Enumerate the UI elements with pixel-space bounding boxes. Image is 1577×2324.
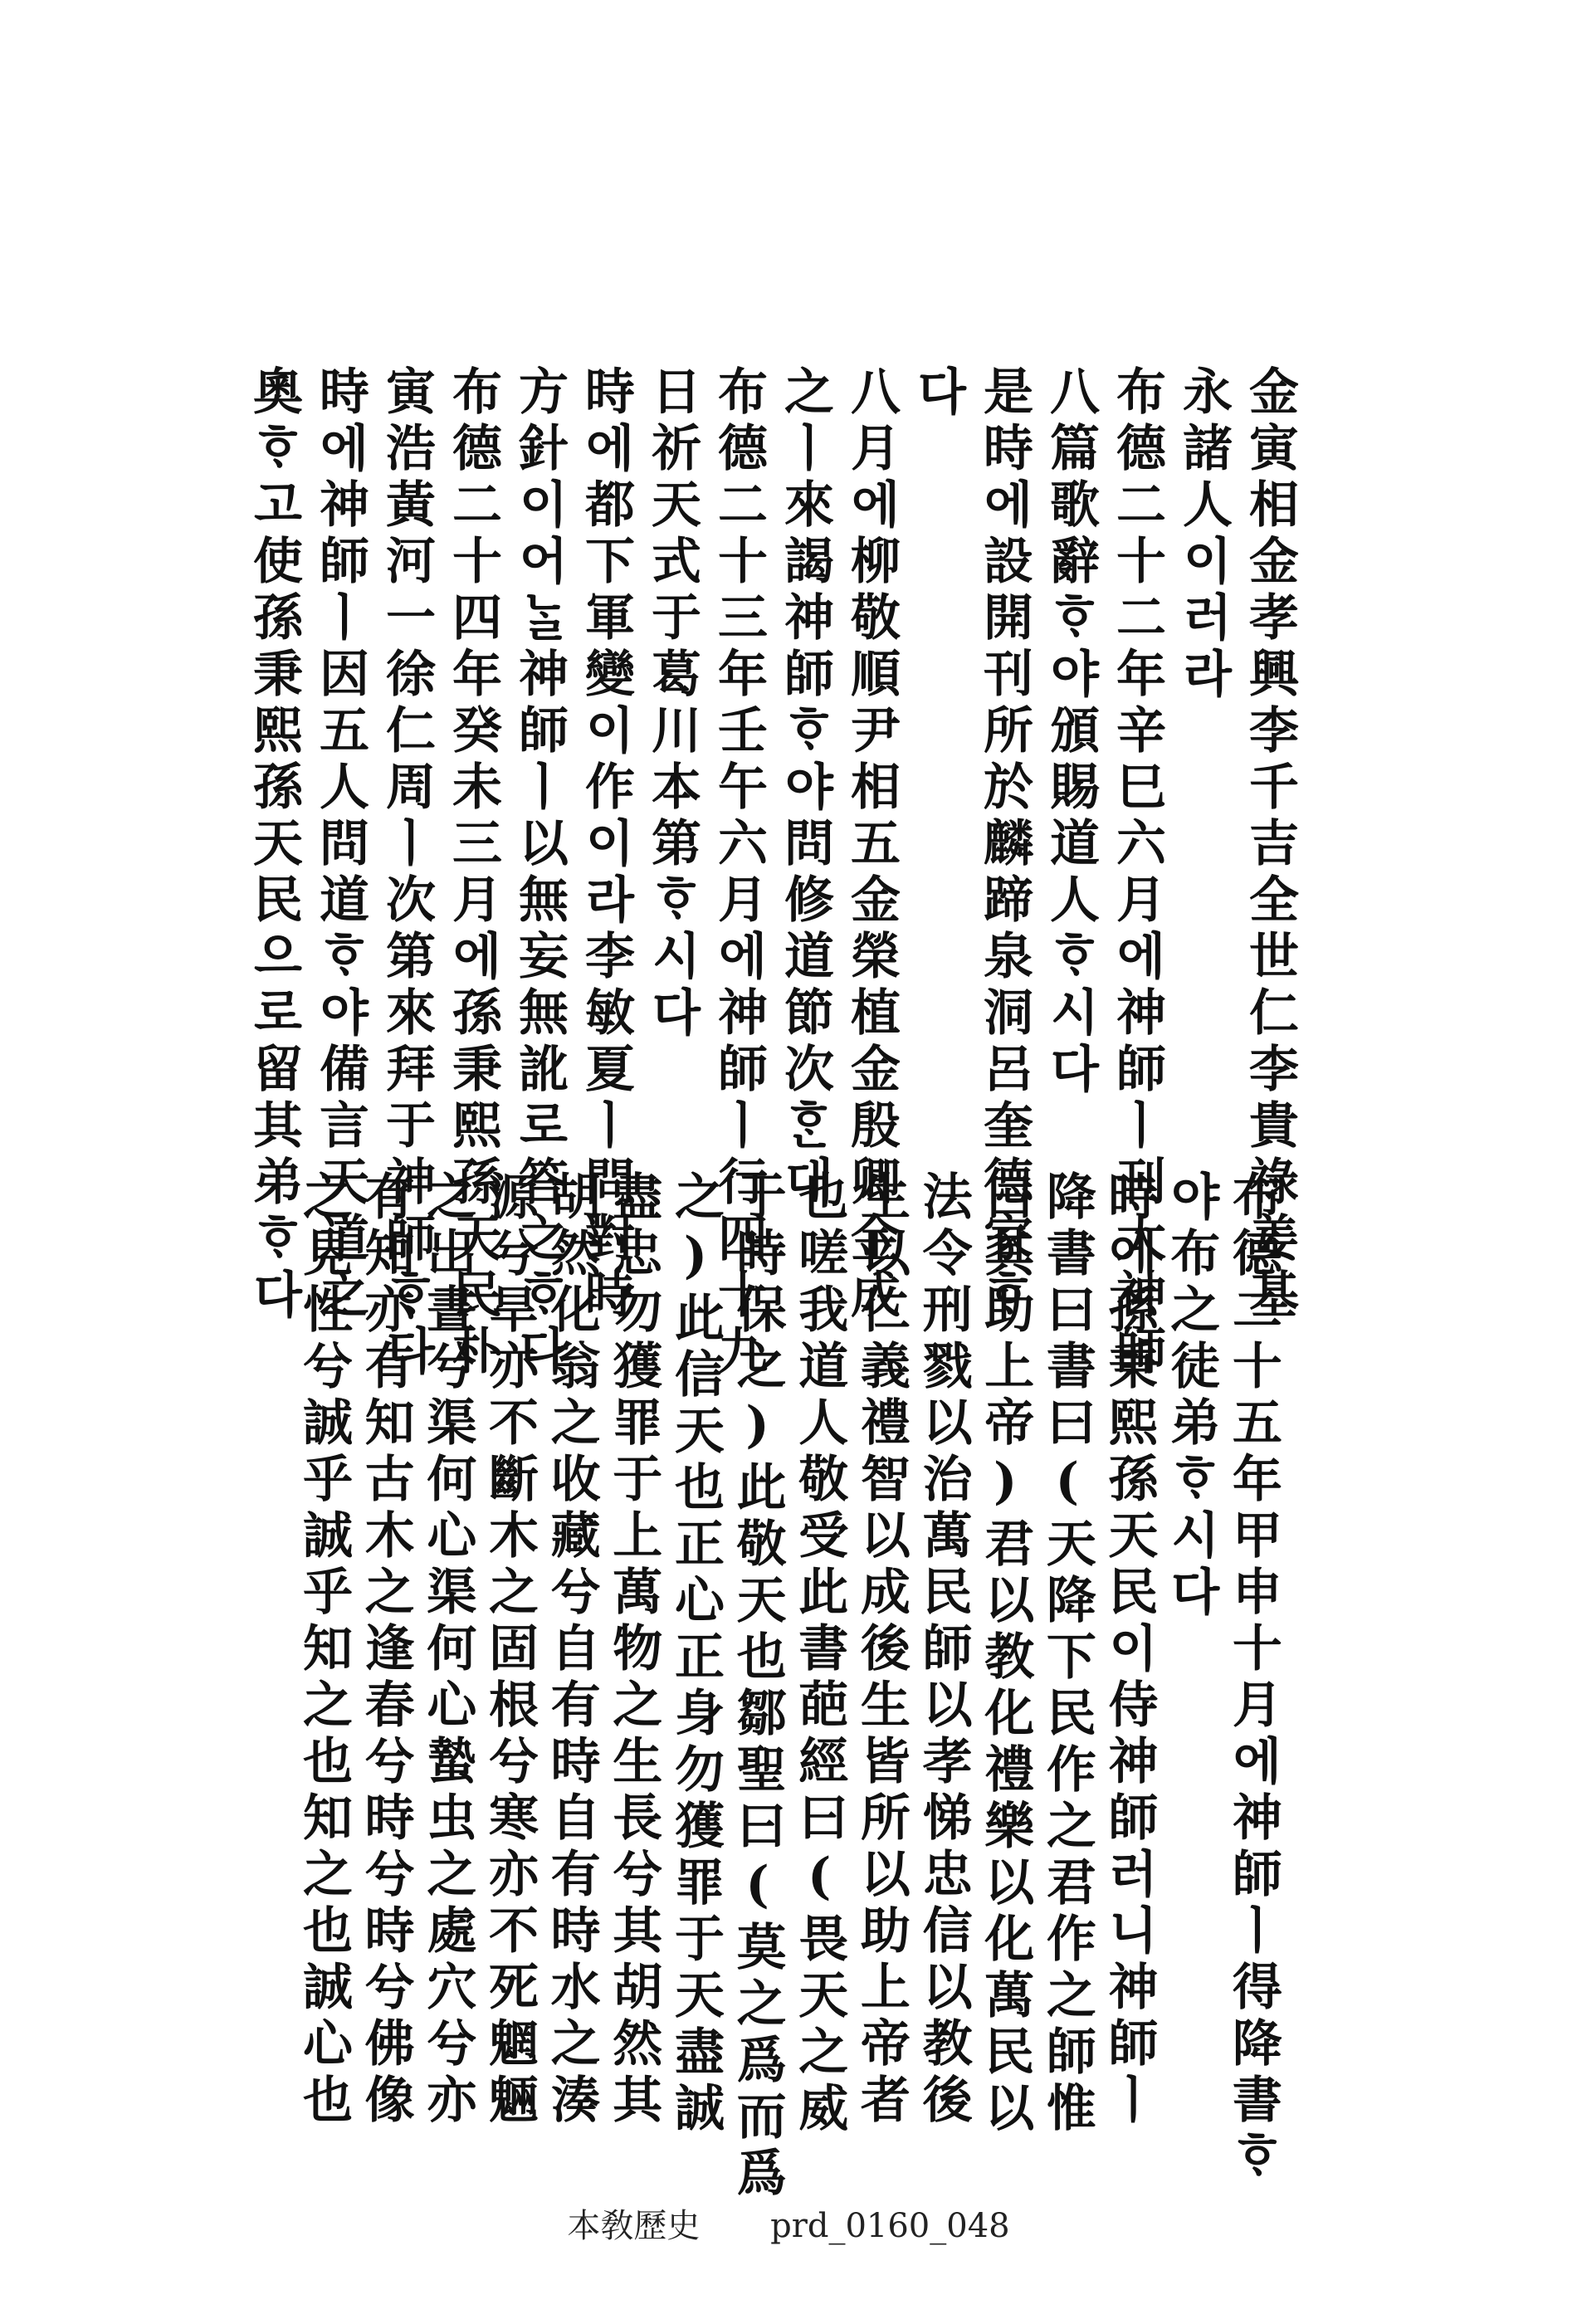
text-column: 法令刑戮以治萬民師以孝悌忠信以教後 [914,1170,973,2130]
text-column: 奧ᄒᆞ고使孫秉熙孫天民으로留其弟ᄒᆞ다 [245,365,303,1325]
text-column: 之)此信天也正心正身勿獲罪于天盡誠 [666,1170,725,2138]
page-id: prd_0160_048 [770,2207,1010,2245]
text-column: 之出晝兮渠何心渠何心蟄虫之處穴兮亦 [418,1170,477,2130]
lower-text-block [295,1170,1282,2203]
text-column: 之ㅣ來謁神師ᄒᆞ야問修道節次ᄒᆞᆫ대 [776,365,834,1212]
text-column: 金寅相金孝興李千吉全世仁李貴祿姜基 [1241,365,1299,1325]
text-column: 源兮旱亦不斷木之固根兮寒亦不死魍魎 [480,1170,539,2130]
text-column: 方針이어ᄂᆞᆯ神師ㅣ以無妄無訛로答之ᄒᆞ다 [510,365,569,1381]
text-column: 時에神師ㅣ因五人問道ᄒᆞ야備言天道之 [311,365,369,1325]
text-column: 布德二十四年癸未三月에孫秉熙孫天民朴 [444,365,502,1381]
text-column: 야布之徒弟ᄒᆞ시다 [1162,1170,1221,1622]
text-column: 胡然化翁之收藏兮自有時自有時水之湊 [542,1170,601,2130]
text-column: 于時保之)此敬天也鄒聖曰(莫之爲而爲 [728,1170,787,2203]
text-column: 布德二十五年甲申十月에神師ㅣ得降書ᄒᆞ [1223,1170,1282,2186]
text-column: 之見性兮誠乎誠乎知之也知之也誠心也 [295,1170,353,2130]
text-column: 다 [909,365,967,422]
text-column: 是時에設開刊所於麟蹄泉洞呂奎德家ᄒᆞ [975,365,1033,1325]
text-column: 布德二十二年辛巳六月에神師ㅣ刊大神師 [1108,365,1166,1381]
book-title: 本敎歷史 [567,2207,701,2245]
text-column: 曰其助上帝)君以教化禮樂以化萬民以 [976,1170,1035,2138]
text-column: 日祈天式于葛川本第ᄒᆞ시다 [643,365,701,1042]
text-column: 也嗟我道人敬受此書葩經曰(畏天之威 [790,1170,849,2138]
text-column: 永諸人이러라 [1174,365,1233,704]
text-column: 時에都下軍變이作이라李敏夏ㅣ問對時 [577,365,635,1325]
text-column: 生以仁義禮智以成後生皆所以助上帝者 [852,1170,911,2130]
text-column: 時에孫秉熙孫天民이侍神師러니神師ㅣ [1100,1170,1159,2130]
page-footer [0,2200,1577,2247]
text-column: 八月에柳敬順尹相五金榮植金殷卿金成 [842,365,901,1325]
text-column: 八篇歌辭ᄒᆞ야頒賜道人ᄒᆞ시다 [1042,365,1100,1099]
text-column: 盡忠勿獲罪于上萬物之生長兮其胡然其 [604,1170,663,2130]
text-column: 降書曰書曰(天降下民作之君作之師惟 [1038,1170,1096,2138]
text-column: 布德二十三年壬午六月에神師ㅣ行四十九 [710,365,768,1381]
text-column: 寅浩黃河一徐仁周ㅣ次第來拜于神師ᄒᆞ다 [378,365,436,1381]
text-column: 有知亦有知古木之逢春兮時兮時兮佛像 [356,1170,415,2130]
upper-text-block [245,365,1299,1381]
